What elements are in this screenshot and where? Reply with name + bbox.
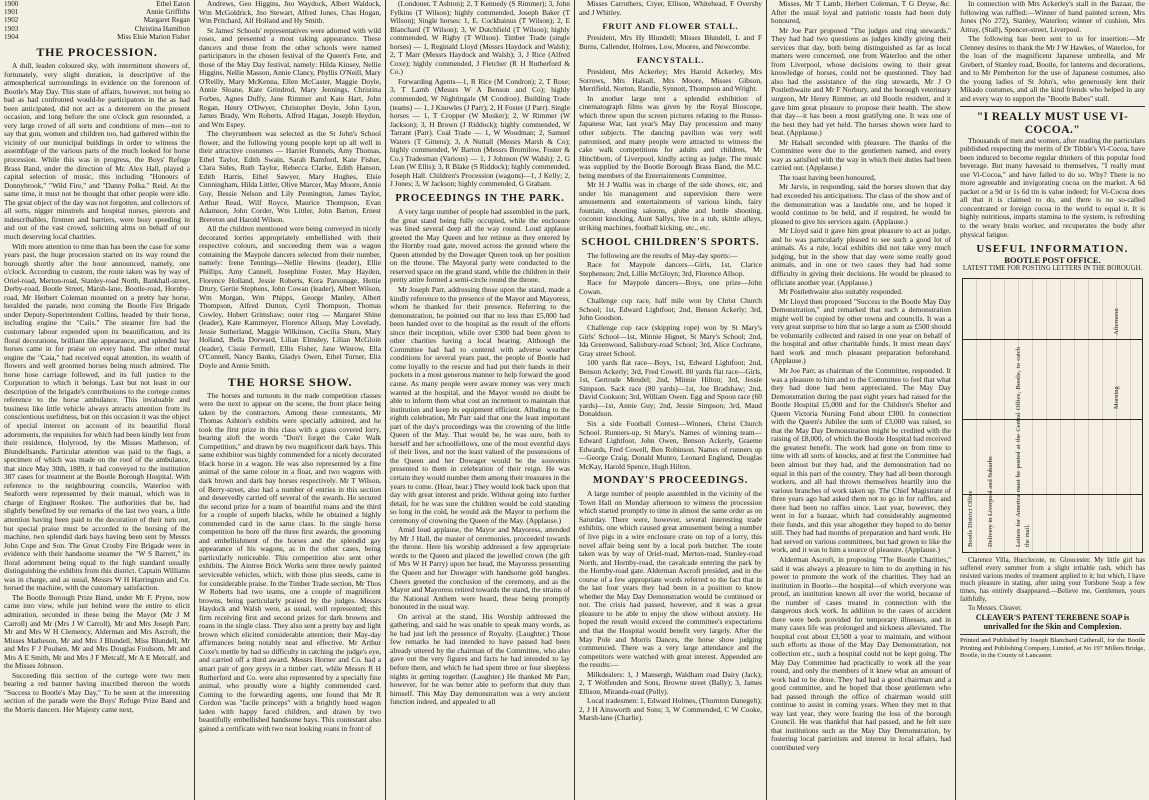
article-paragraph: Race for Maypole dancers—Girls, 1st, Clarice Stephenson; 2nd, Lillie McGloyn; 3rd, Florence Allsop. xyxy=(579,260,762,278)
article-paragraph: 100 yards flat race—Boys, 1st, Edward Lightfoot; 2nd, Benson Ackerly; 3rd, Fred Cowell. 80 yards flat race—Girls, 1st, Gertrude Mendel; 2nd, Minnie Hilton; 3rd, Jessie Simpson. Sack race (80 yards)—1st, Joe Bradshaw; 2nd, David Cookson; 3rd, William Owen. Egg and Spoon race (60 yards)—1st, Annie Guy; 2nd, Jessie Simpson; 3rd, Maud Donaldson. xyxy=(579,358,762,419)
heading-park: PROCEEDINGS IN THE PARK. xyxy=(395,193,565,205)
winner-row: 1903 Christina Hamilton xyxy=(4,24,190,33)
winner-row: 1901 Annie Griffiths xyxy=(4,8,190,17)
article-paragraph: Mr Postlethwaite also suitably responded. xyxy=(779,287,903,297)
article-paragraph: Mr Joseph Parr, addressing those upon the stand, made a kindly reference to the presence of the Mayor and Mayoress, whom he thanked for their presence. Referring to the demonstration, he pointed out that no less than £5,000 had been handed over to the hospital as the result of the efforts since their inception, while over £300 had been given to other charities having a local bearing. Although the Committee had had to contend with adverse weather conditions for several years past, the people of Bootle had come loyally to the rescue and had put their hands in their pockets in a most generous manner to help forward the good cause. As many people were aware money was very much wanted at the hospital, and the Mayor would no doubt be able to inform them what cost an increment to maintain that institution and keep its equipment efficient. Alluding to the eighth celebration, Mr Parr said that one the least important part of the day's proceedings was the crowning of the little Queen of the May. That would be, he was sure, both to herself and her schoolfellows, one of the most eventful days of their lives, and not the least valued of the possessions of the Queen and her Dowager would be the souvenirs presented to them in celebration of their reign. He was certain they would number them among their treasures in the years to come. (Hear, hear.) They would look back upon that day with great interest and pride. Without going into further detail, for he was sure the children would be cold standing so long in the cold, he would ask the Mayor to perform the ceremony of crowning the Queen of the May. (Applause.) xyxy=(390,284,570,525)
column-4 xyxy=(579,0,762,800)
article-paragraph: In connection with Mrs Ackerley's stall in the Bazaar, the following was raffled:—Winner of hand painted screen, Mrs Jones (No 272), Stanley, Waterloo; winner of cushion, Mrs Attray, (Stall), Spencer-street, Liverpool. xyxy=(960,0,1145,34)
may-queen-winners xyxy=(4,0,190,41)
heading-fancy-stall: FANCYSTALL. xyxy=(636,55,705,66)
column-3 xyxy=(390,0,570,800)
testimonial-paragraph: Clarence Villa, Hucclecote, nr. Gloucester. My little girl has suffered every summer from a slight irritable rash, which has resisted various modes of treatment applied to it; but which, I have much pleasure in stating, after using your Torsbone Soap a few times, has entirely disappeared.—Believe me, Gentlemen, yours faithfully, xyxy=(960,556,1145,604)
heading-sports: SCHOOL CHILDREN'S SPORTS. xyxy=(581,236,760,248)
article-paragraph: The horses and turnouts in the trade competition classes were the next to appear on the scene, the front place being taken by the contractors. Among these contestants, Mr Thomas Ashton's exhibits were specially admired, and he took the first prize in this class with a grass covered lorry, bearing aloft the words "Don't forget the Cake Walk Competition," and drawn by two magnificent dark bays. This same exhibitor was highly commended for a nicely decorated black horse in a wagon. He was also represented by a fine animal of the same colour in a float, and two wagons with dark brown and dark bay horses respectively. Mr T Wilson, of Berry-street, also had a number of entries in this section and deservedly carried off several of the awards. He secured the second prize for a team of beautiful roans and the third for a couple of superb blacks, while he obtained a highly commended card in the same class. In the single horse competition he bore off the three first awards, the grooming and embellishment of the horses and the splendid gay appearance of his wagons, as in the other cases, being particularly noticeable. This competition also sent other exhibits. The Aintree Brick Works sent three newly painted serviceable vehicles, which, with those plus steeds, came in for considerable praise. In the Timber Trade section, Mr Thos W Roberts had two teams, one a couple of magnificent browns, being particularly praised by the judges. Messrs Haydock and Walsh were, as usual, well represented; this firm receiving first and second prizes for dark browns and roans in the single class. They also sent a pretty bay and light brown which elicited considerable attention; their May-day affirmances being notably neat and effective. Mr Arthur Coxe's mettle by had so difficulty in catching the judge's eye, and carried off a third award. Messrs Horner and Co. had a smart pair of grey greys in a timber cart, while Messrs R H Rutherford and Co. were also represented by a specially fine animal, who proudly wore a highly commended card. Coming to the forwarding agents, one found that Mr R Cordon was "facile princeps" with a brightly hued wagon laden with happy faced children, and drawn by two beautifully embellished handsome bays. This contestant also gained a certificate with two neat looking roans in front of xyxy=(199,390,381,733)
useful-title: USEFUL INFORMATION. xyxy=(976,243,1129,256)
heading-procession: THE PROCESSION. xyxy=(36,45,158,60)
article-paragraph: In another large tent a splendid exhibition of cinematograph films was given by the Royal Bioscope, which threw upon the screen pictures relating to the Russo-Japanese War, last year's May Day procession and many other subjects. The dancing pavilion was very well patronised, and many people were attracted to witness the cake walk competitions for adults and children, Mr Hinchborn, of Liverpool, kindly acting as judge. The music was supplied by the Bootle Borough Brass Band, the M.C. being members of the Entertainments Committee. xyxy=(579,93,762,180)
article-paragraph: St James' Schools' representatives were adorned with wild roses, and presented a most taking appearance. These dancers and those from the other schools were named participators in the chosen festival of the Queen's Fete, and those of the May Day festival, namely: Hilda Kinsey, Nellie Higgins, Nellie Masson, Annie Clancy, Phyllis O'Neill, Mary O'Reilly, Mary McKenna, Ellen McCaster, Maggie Doyle, Annie Sloane, Kate Grindrod, Mary Jennings, Christina Forbes, Agnes Duffy, Jane Rimmer and Kate Hart, John Regan, Henry O'Dwyer, Christopher Doyle, John Lyon, James Brady, Wm Roberts, Alfred Hagan, Joseph Heydon, and Wm Espey. xyxy=(199,25,381,129)
winner-row: 1904 Miss Elsie Marion Fisher xyxy=(4,32,190,41)
article-paragraph: Forwarding Agents—1, R Rice (M Condron); 2, T Rose; 3, T Lamb (Messrs W A Benson and Co); highly commended, W Nightingale (M Condron). Building Trade (teams) — 1, J Knowles (J Parr); 2, H Foster (J Parr). Single horses — 1, T Cropper (W Mosker); 2, W Rimmer (W Jackson); 3, H Brown (J Riddock); highly commended, W Tarrant (Parr). Coal Trade — 1, W Woodman; 2, Samuel Waters (T Gittens); 3, A Nuttall (Messrs Marsh & Co); highly commended, W Barton (Messrs Bromilow, Foster & Co.) Tradesman (Various) — 1, J Johnson (W Walsh); 2, G Lean (W Ellis); 3, R Blake (S Riddock); highly commended, Joseph Hall. Children's Procession (wagons)—1, J Kelly; 2, J Jones; 3, W Jackson; highly commended, G Graham. xyxy=(390,76,570,189)
article-paragraph: The cheyrumbeen was selected as the St John's School flower, and the following young people kept up all well in their attractive costumes — Harriet Runnels, Amy Thomas, Ethel Taylor, Edith Swain, Sarah Bamford, Kate Fisher, Clara Sides, Ruth Taylor, Rebecca Clarke, Edith Hanson, Edith Harris, Ethel Sawyer, Mary Hughes, Elsie Cunningham, Hilda Littler, Olive Marcer, May Moore, Annie Guy, Bessie Nelson and Lily Pennington, James Taylor, Arthur Read, Wilf Royce, Maurice Thompson, Evan Adamson, John Corder, Wm Littler, John Barton, Ernest Brereton and Harold Wilson. xyxy=(199,129,381,224)
article-paragraph: Six a side Football Contest—Winners, Christ Church School. Runners-up, St Mary's. Names of winning team—Edward Lightfoot, John Owen, Benson Ackerly, Graeme Edwards, Fred Cowell, Ben Robinson. Names of runners up—George Craig, Donald Munro, Leonard England, Douglas McKay, Harold Spence, Hugh Hilton. xyxy=(579,418,762,471)
article-paragraph: Mr Jarvis, in responding, said the horses shown that day had exceeded his anticipations. The class of the show and of the demonstration was a laudable one, and he hoped it would continue to be held, and if required, he would be pleased to give his services again. (Applause.) xyxy=(771,182,951,226)
column-2 xyxy=(199,0,381,800)
soap-advert-line: CLEAVER'S PATENT TEREBENE SOAP is unrivalled for the Skin and Complexion. xyxy=(975,613,1130,631)
column-rule xyxy=(955,0,956,800)
winner-row: 1902 Margaret Regan xyxy=(4,16,190,25)
article-paragraph: Mr Halsall seconded with pleasure. The thanks of the Committee were due to the gentlemen named, and every way as satisfied with the way in which their duties had been carried out. (Applause.) xyxy=(771,137,951,173)
article-paragraph: (Londoner, T Ashton); 2, T Kennedy (S Rimmer); 3, John Fylkins (T Wilson); highly commended, Joseph Baker (T Wilson); Single horses: 1, E. Cockbainus (T Wilson); 2, E Blanchard (T Wilson); 3, W Dutchfield (T Wilson); highly commended, W Rigby (T Wilson). Timber Trade (single horses) — 1, Reginald Lloyd (Messrs Haydock and Walsh); 2, T Marr (Messrs Haydock and Walsh); 3, J Rice (Alfred Coxe); highly commended, J Fletcher (R H Rutherford & Co.) xyxy=(390,0,570,77)
article-paragraph: President, Mrs Ackerley; Mrs Harold Ackerley, Mrs Sorrows, Mrs Halsall, Mrs Moore, Misses Gibson, Merrifield, Norton, Randle, Synnott, Thompson and Wright. xyxy=(579,67,762,94)
article-paragraph: The Bootle Borough Prize Band, under Mr F. Pryne, now came into view, while just behind were the entire to elicit admiration, seconded in these being the Mayor (Mr J M Carroll) and Mr (Mrs J W Carroll), Mr and Mrs Joseph Parr, Mr and Mrs W H Clemency, Alderman and Mrs Ascroft, the Misses Matheson, Mr and Mrs J Blundell, Miss Blundell, Mr and Mrs F J Poulsen, Mr and Mrs Douglas Foulsom, Mr and Mrs A E Smith, Mr and Mrs J F Metcalf, Mr A E Metcalf, and the Misses Johnson. xyxy=(4,592,190,671)
article-paragraph: A very large number of people had assembled in the park, the great stand being fully occupied, while the enclosure was lined several deep all the way round. Loud applause greeted the May Queen and her retinue as they entered by the Hornby road gate, moved across the ground where the Queen attended by the Dowager Queen took up her position on the throne. The Mayoral party were conducted to the reserved space on the grand stand, while the children in their pretty attire formed a semi-circle round the throne. xyxy=(390,207,570,285)
soap-testimonial xyxy=(960,557,1145,613)
article-paragraph: The following has been sent to us for insertion:—Mr Clenney desires to thank the Mr J W Hawkes, of Waterloo, for the loan of the magnificent Japanese umbrella, and Mr Grebert, of Stanley road, Bootle, for lanterns and decorations, and to Mr Pemberton for the use of Japanese costumes, also the young ladies of St John's, who generously lent their Mikado costumes, and all the kind friends who helped in any and every way to support the "Bootle Babes" stall. xyxy=(960,34,1145,104)
article-paragraph: The toast having been honoured, xyxy=(779,172,876,182)
table-row-label: Afternoon xyxy=(1113,308,1120,335)
article-paragraph: Challenge cup race (skipping rope) won by St Mary's Girls' School—1st, Minnie Hignet, St Mary's School; 2nd, Ida Greenwood, Salisbury-road School; 3rd, Alice Cochrane, Gray street School. xyxy=(579,322,762,358)
column-rule xyxy=(385,0,386,800)
article-paragraph: Mr Lloyd then proposed "Success to the Bootle May Day Demonstration," and remarked that such a demonstration might well be copied by other towns and councils. It was a very great surprise to him that so large a sum as £500 should be voluntarily collected and raised in one year on behalf of the hospital and other charitable funds. It must mean days' hard work and much pleasant preparation beforehand. (Applause.) xyxy=(771,296,951,366)
column-1 xyxy=(4,0,190,800)
table-rule xyxy=(963,339,1142,340)
article-paragraph: On arrival at the stand, His Worship addressed the gathering, and said he was unable to speak many words, as he had just left the presence of Royalty. (Laughter.) Those few remarks he had intended to have passed had been already uttered by the chairman of the Committee, who also gave out the very figures and facts he had intended to lay before them, and which he had spent three or four sleepless nights in getting together. (Laughter.) He thanked Mr Parr, however, for he was better able to perform that duty than himself. This May Day demonstration was a very ancient function indeed, and appealed to all xyxy=(390,611,570,707)
article-paragraph: A dull, leaden coloured sky, with intermittent showers of, fortunately, very slight duration, is descriptive of the atmospherical surroundings in evidence on the forenoon of Bootle's May Day. This state of affairs, however, not being so bad as had confronted would-be participators in the as had been anticipated, did not act as a deterrent on the present occasion, and long before the one o'clock gun resounded, a very large crowd of all sorts and conditions of men—not to say that gun, women and children too, had gathered within the vicinity of our municipal buildings in order to witness the assemblage of the various parts of the much looked for horse procession. While this was in progress, the Boys' Refuge Brass Band, under the direction of Mr. Alex Hall, played a capital selection of music, this including "Honours of Donnybrook," "Wild Fire," and "Danny Polka." Reid. At the same time, it must not be thought that other people were idle. The great object of the day was not forgotten, and collectors of all sorts, nigger minstrels and hospital nurses, pierrots and indescribables, firemen and barriers, were busy speeding in and out of the vast crowd, soliciting alms on behalf of our much deserving local charities. xyxy=(4,61,190,241)
article-paragraph: The following are the results of May-day sports:— xyxy=(587,250,738,260)
article-paragraph: With more attention to time than has been the case for some years past, the huge procession started on its way round the borough shortly after the hour announced, namely, one o'clock. According to custom, the route taken was by way of Oriel-road, Merton-road, Stanley-road North, Bankhall-street, Derby-road, Bootle Street, Marsh-lane, Bootle-road, Hornby-road, Mr Herbert Coleman mounted on a pretty bay horse, heralded the parade, next coming the Bootle Fire Brigade under Deputy-Superintendent Collins, headed by their horse, including engine the "Caiis." The steamer fire had the customary labour expended upon its beautification, and its floral decorations, brilliant like appearance, and splendid bay horses came in for praise on every hand. The other metal engine the "Caia," had received equal attention, its wealth of flowers and well groomed horses being much admired. The horse hose carriage followed, and its full justice to the Corporation to which it belongs. Last but not least in our description of the brigade's contributions to the cortege comes reference to the horse ambulance. This invaluable and business like little vehicle always attracts attention from its conscientious usefulness, but on this occasion it was the object of special interest on account of its beautiful floral adornments, the requisites for which had been kindly lent from their residence, Holyrood, by the Misses Matheson, of Blundellsands. Particular attention was paid to the flags, a specimen of which was made on the roof of the ambulance, that since May 30th, 1889, it had conveyed to the institution 307 cases for treatment at the Bootle Borough Hospital. With reference to the neighbouring councils, Waterloo with Seaforth were represented by their manual, which was in charge of Engineer Roskee. The authorities that be, had slightly benefited by our remarks of the last two years, a little attention having been paid to the decoration of their turn out, but special praise must be accorded to the horsing of the machine, two splendid dark bays having been sent by Messrs John Cope and Son. The Great Crosby Fire Brigade were in evidence with their handsome steamer the "W S Barrett," its floral adornment being equal to the high standard usually distinguishing the exhibits from this district. Captain Williams was in charge, and as usual, Messrs W H Harrington and Co. horsed the machine, with the customary satisfaction. xyxy=(4,241,190,593)
useful-information xyxy=(960,245,1145,274)
testimonial-signoff: To Messrs. Cleaver. xyxy=(968,605,1022,613)
post-office-title: BOOTLE POST OFFICE. xyxy=(1004,254,1101,265)
column-5 xyxy=(771,0,951,800)
article-paragraph: Amid loud applause, the Mayor and Mayoress, attended by Mr J Hall, the master of ceremonies, proceeded towards the throne. Here his worship addressed a few appropriate words to the Queen and placed the jewelled crown (the gift of Mrs W H Parry) upon her head, the Mayoress presenting the Queen and her Dowager with handsome gold bangles. Cheers greeted the conclusion of the ceremony, and as the Mayor and Mayoress retired towards the stand, the strains of the National Anthem were heard, these being promptly honoured in the usual way. xyxy=(390,525,570,612)
article-paragraph: Challenge cup race, half mile won by Christ Church School; 1st, Edward Lightfoot; 2nd, Benson Ackerly; 3rd, John Goodson. xyxy=(579,296,762,323)
article-paragraph: Misses, Mr T Lamb, Herbert Coleman, T G Deyse, &c. After the usual loyal and patriotic toasts had been duly honoured, xyxy=(771,0,951,26)
vi-cocoa-advert xyxy=(960,106,1145,240)
article-paragraph: Mr Lloyd said it gave him great pleasure to act as judge, and he was particularly pleased to see such a good lot of animals. As a rule, local exhibits did not take very much judging, but in the show that day were some really good animals, and in one or two cases they had had some difficulty in giving their decisions. He would be pleased to officiate another year. (Applause.) xyxy=(771,226,951,287)
winner-row: 1900 Ethel Eaton xyxy=(4,0,190,8)
postal-times-table xyxy=(962,278,1143,553)
table-row-label: Morning xyxy=(1113,386,1120,409)
heading-horse-show: THE HORSE SHOW. xyxy=(227,374,353,389)
column-rule xyxy=(766,0,767,800)
article-paragraph: Mr H J Wallis was in charge of the side shows, etc, and under his management and supervision there were amusements and entertainments of various kinds, fairy fountain, shooting saloons, globe and bottle shooting, coconut knocking, Aunt Sallys, live in a tub, skittle alleys, striking machines, football kicking, etc., etc. xyxy=(579,180,762,233)
article-paragraph: A large number of people assembled in the vicinity of the Town Hall on Monday afternoon to witness the procession which started promptly to time in almost the same order as on Saturday. There were, however, several interesting trade exhibits, one which caused great amusement being a number of live pigs in a wire enclosure crate on top of a lorry, this novel affair being sent by a local pork butcher. The route taken was by way of Oriel-road, Merton-road, Stanley-road North, and Hornby-road, the cavalcade entering the park by the Hornby-road gate. Alderman Ascroft presided, and in the course of a few appropriate words referred to the fact that in the last four years they had been in a position to know whether the May Day Demonstration would be continued or not. The crisis had passed, however, and it was a great pleasure to be able to enjoy the show without anxiety. He hoped the result would exceed the committee's expectations and that the Hospital would benefit very largely. After the May Pole and Morris Dances, the horse show judging commenced. There was a very large attendance and the competitors were watched with great interest. Appended are the results:— xyxy=(579,489,762,670)
column-rule xyxy=(574,0,575,800)
article-paragraph: Andrews, Geo Higgins, Jno Waydock, Albert Waldock, Wm McGoldrick, Jno Stewart, Alfred Jones, Chas Hogan, Wm Pritchard, Alf Holland and Hy Smith. xyxy=(199,0,381,26)
heading-fruit-stall: FRUIT AND FLOWER STALL. xyxy=(602,21,739,32)
table-row-label: Bootle District Office xyxy=(967,490,974,547)
table-note: Letters for America must be posted at the Central Office, Bootle, to catch the mail. xyxy=(1015,346,1031,547)
article-paragraph: Alderman Ascroft, in proposing "The Bootle Charities," said it was always a pleasure to him to do anything in his power to promote the work of the charities. They had an institution in Bootle—the hospital—of which everyone was proud, an institution known all over the world, because of the number of cases treated in connection with the dangerous dock work. In addition to the cases of accident there were beds provided for temporary illnesses, and in many cases life was prolonged and sickness alleviated. The hospital cost about £3,500 a year to maintain, and without such efforts as those of the May Day Demonstration, not collection etc., such a hospital could not be kept going. The May Day Committee had practically to work all the year round, and only the members of it knew what an amount of work had to be done. They had had a good chairman and a good committee, and he hoped that those gentlemen who had passed through the office of chairman would still continue to assist in coming years. When they met in that way last year, they were fearing the loss of the borough Council. He was thankful that had passed, and he felt sure that institutions such as the May Day Demonstration, by fostering local patriotism and interest in local affairs, had contributed very xyxy=(771,555,951,753)
article-paragraph: Succeeding this section of the cortege were two men bearing a red banner having inscribed thereon the words "Success to Bootle's May Day," To be seen at the interesting section of the parade were the Boys' Refuge Prize Band and the Morris dancers. Her Majesty came next, xyxy=(4,670,190,715)
article-paragraph: President, Mrs Hy Blundell; Misses Blundell, L and F Burns, Callender, Holmes, Low, Moores, and Newcombe. xyxy=(579,33,762,51)
column-6 xyxy=(960,0,1145,800)
article-paragraph: Milkdealers: 1, J Mansergh, Waldham road Dairy (Jack); 2, T Wolfenden and Sons, Browne street (Bally); 3, James Ellison, Miranda-road (Polly). xyxy=(579,669,762,696)
heading-monday: MONDAY'S PROCEEDINGS. xyxy=(592,475,749,487)
article-paragraph: Race for Maypole dancers—Boys, one prize—John Cowan. xyxy=(579,278,762,296)
table-rule xyxy=(963,419,1142,420)
article-paragraph: All the children mentioned were being conveyed in nicely decorated lorries appropriately embellished with their respective colours, and succeeding them was a wagon containing the Maypole dancers selected from their number, namely: Irene Tennings—Nellie Hewins (leader), Ellie Phillips, Amy Cannell, Josephine Foster, May Hayden, Florence Holland, Jessie Roberts, Kora Parsonage, Hettie Drury, Gertie Stephens, John Cowan (leader), Albert Wilson, Wm Morgan, Wm Phipps, George Manley, Albert Thompson, Alfred Dutton, Cyril Thompson, Thomas Cowley, Hubert Grimshaw; outer ring — Margaret Shine (leader), Kate Kammeyer, Florence Allsop, May Lovelady, Jessie Sutherland, Maggie Wilkinson, Cecilia Shuts, Mary Holland, Bella Dorward, Lilian Elmsley, Lilian McGloin (leader), Cissie Fermell, Ellis Fisher, Jane Winrow, Ella O'Connell, Nancy Banks, Gladys Owen, Ethel Turner, Eliz Doyle and Annie Smith. xyxy=(199,224,381,370)
latest-time-caption: LATEST TIME FOR POSTING LETTERS IN THE BOROUGH. xyxy=(962,265,1143,273)
advert-title: "I REALLY MUST USE VI-COCOA." xyxy=(976,110,1129,136)
advert-body: Thousands of men and women, after reading the particulars published respecting the merits of Dr Tibble's Vi-Cocoa, have been induced to become regular drinkers of this popular food beverage. But many havesaid to themselves, "I really must use Vi-Cocoa," and have failed to do so. Why? There is no more agreeable and invigorating cocoa on the market. A 6d packet or a 9d or 1s 6d tin is value indeed; for Vi-Cocoa does all that it is claimed to do, and there is no so-called concentrated or foreign cocoa in the world to equal it. It is highly nutritious, imparts stamina to the system, is refreshing to the weary brain worker, and recuperates the body after physical fatigue. xyxy=(960,135,1145,239)
article-paragraph: Mr Joe Parr, as chairman of the Committee, responded. It was a pleasure to him and to the Committee to feel that what they had done had been appreciated. The May Day Demonstration during the past eight years had raised for the Bootle Hospital £5,000 and for the Children's Shelter and Queen Victoria Nursing Fund about £300. In connection with the Queen's Jubilee the sum of £3,000 was raised, so that the May Day Demonstration might be credited with the raising of £8,000, of which the Bootle Hospital had received the greatest benefit. The work had gone on from time to time with all sorts of knocks, and at first the Committee had been almost but they had, and the demonstration had no equal in this part of the country. They had all been thorough workers, and all had thrown themselves heartily into the various branches of work taken up. The Chief Magistrate of three years ago had asked them not to go in for raffles, and there had been no raffles since. Last year, however, they went in for a bazaar, which had considerably augmented their funds, and this year altogether they hoped to do better still. They had had months of preparation and hard work. He had served on various committees, but had grown to like the work, and it was to him a source of pleasure. (Applause.) xyxy=(771,365,951,555)
printer-imprint: Printed and Published by Joseph Blanchard Catherall, for the Bootle Printing and Publishing Company, Limited, at No 197 Millers Bridge, Bootle, in the County of Lancaster. xyxy=(960,634,1145,660)
table-row-label: Delivery in Liverpool and Suburbs xyxy=(987,456,994,547)
column-rule xyxy=(194,0,195,800)
article-paragraph: Mr Joe Parr proposed "The judges and ring stewards." They had had two questions as judges kindly giving their services that day, both being distinguished as far as local matters were concerned, one from Waterloo and the other from Liverpool, whose decisions owing to their great knowledge of horses, could not be questioned. They had also had the assistance of the ring stewards, Mr J O Postlethwaite and Mr F Norbury, and the borough veterinary surgeon, Mr Henry Rimmer, an old Bootle resident, and it gave him great pleasure to propose their health. The show that day—it has been a most gratifying one. It was one of the best they had yet held. The horses shown were hard to beat. (Applause.) xyxy=(771,25,951,138)
article-paragraph: Misses Carruthers, Cryer, Ellison, Whitehead, F Oversby and J Whitley. xyxy=(579,0,762,17)
article-paragraph: Local tradesmen: 1, Edward Holmes, (Thornton Danegelt); 2, J H Ainsworth and Sons; 3, W Commended, C W Cooke, Marsh-lane (Charlie). xyxy=(579,696,762,723)
